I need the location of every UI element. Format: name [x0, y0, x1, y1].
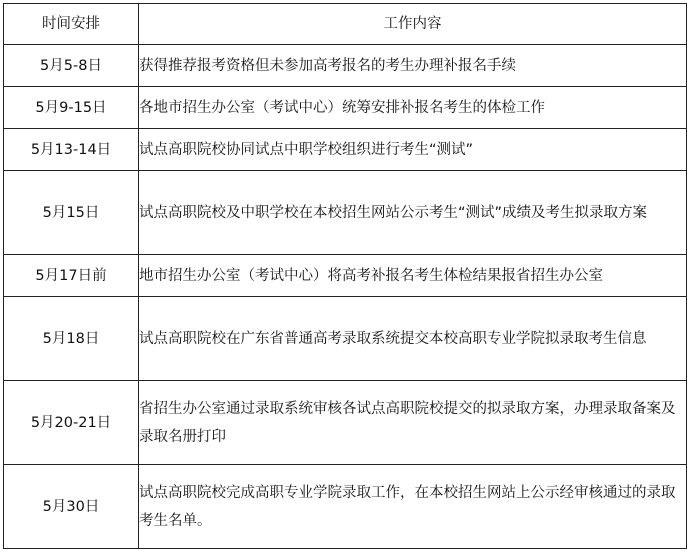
row-content: 试点高职院校在广东省普通高考录取系统提交本校高职专业学院拟录取考生信息 [139, 297, 687, 381]
header-row [4, 4, 687, 45]
row-content: 省招生办公室通过录取系统审核各试点高职院校提交的拟录取方案，办理录取备案及录取名册打印 [139, 381, 687, 465]
row-content: 试点高职院校协同试点中职学校组织进行考生“测试” [139, 129, 687, 171]
table-row [4, 171, 687, 255]
table-row [4, 381, 687, 465]
row-time: 5月5-8日 [4, 45, 139, 87]
row-time: 5月9-15日 [4, 87, 139, 129]
header-content: 工作内容 [139, 4, 687, 45]
schedule-table [3, 3, 687, 549]
row-time: 5月20-21日 [4, 381, 139, 465]
table-row [4, 255, 687, 297]
table-row [4, 129, 687, 171]
table-row [4, 297, 687, 381]
row-time: 5月13-14日 [4, 129, 139, 171]
row-content: 获得推荐报考资格但未参加高考报名的考生办理补报名手续 [139, 45, 687, 87]
row-content: 各地市招生办公室（考试中心）统筹安排补报名考生的体检工作 [139, 87, 687, 129]
row-time: 5月18日 [4, 297, 139, 381]
row-time: 5月17日前 [4, 255, 139, 297]
header-time: 时间安排 [4, 4, 139, 45]
row-content: 试点高职院校完成高职专业学院录取工作，在本校招生网站上公示经审核通过的录取考生名单。 [139, 465, 687, 549]
row-time: 5月30日 [4, 465, 139, 549]
table-row [4, 87, 687, 129]
row-content: 试点高职院校及中职学校在本校招生网站公示考生“测试”成绩及考生拟录取方案 [139, 171, 687, 255]
table-row [4, 45, 687, 87]
table-row [4, 465, 687, 549]
row-content: 地市招生办公室（考试中心）将高考补报名考生体检结果报省招生办公室 [139, 255, 687, 297]
row-time: 5月15日 [4, 171, 139, 255]
